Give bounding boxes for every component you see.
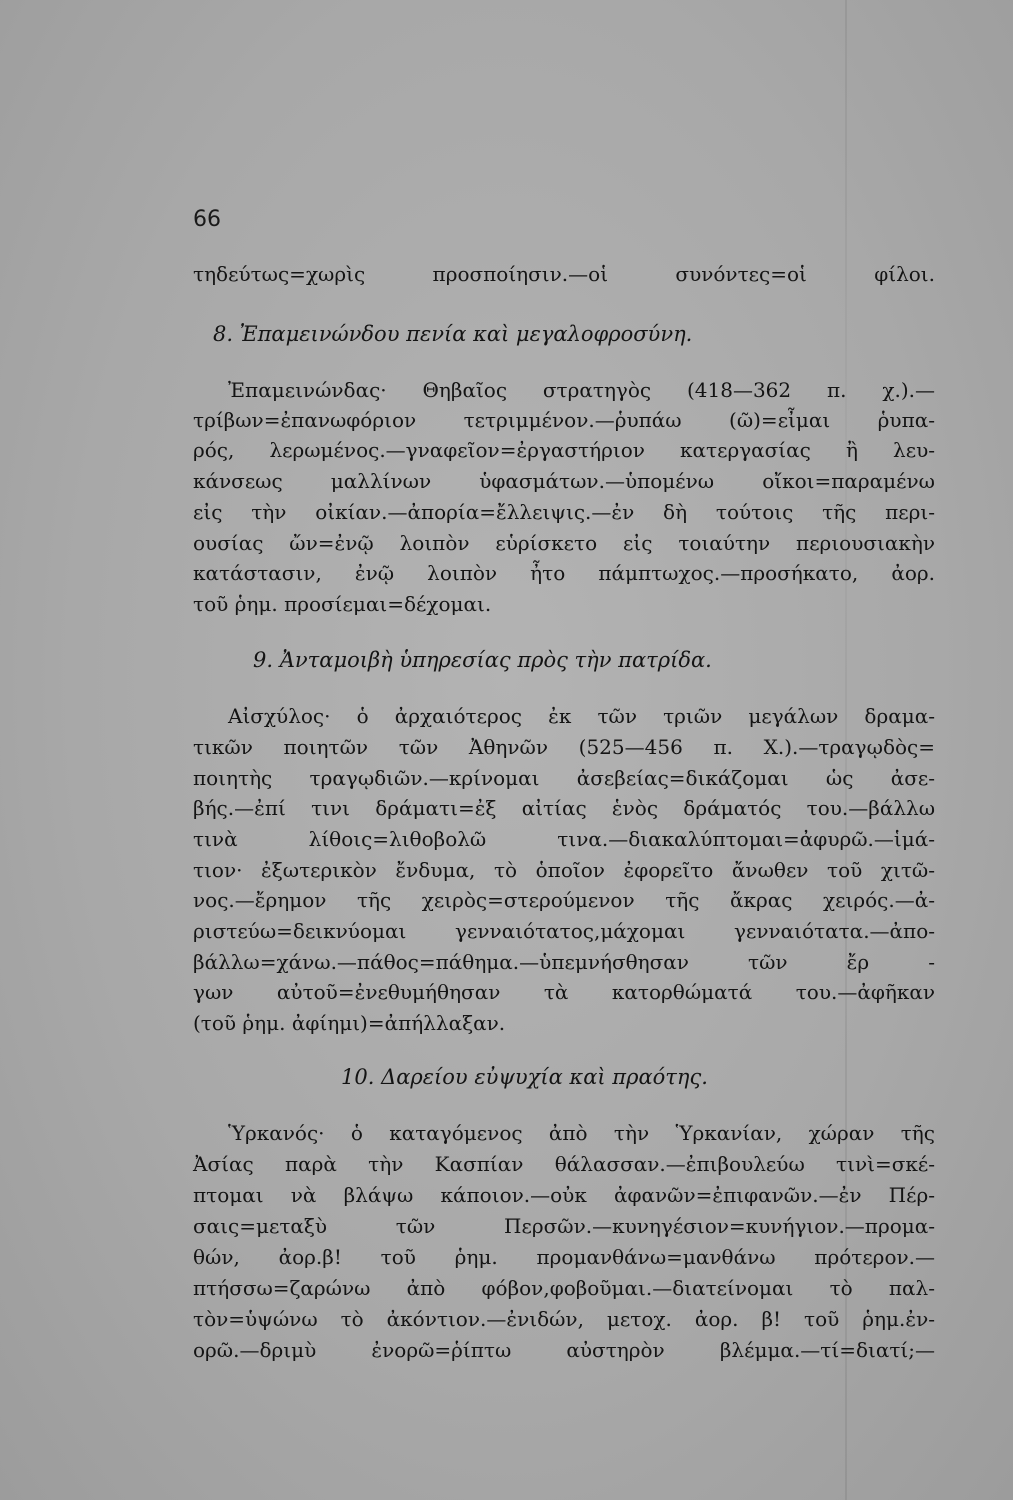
- text-line: νος.—ἔρημον τῆς χειρὸς=στερούμενον τῆς ἄκρας χειρός.—ἀ-: [193, 888, 935, 912]
- text-line: σαις=μεταξὺ τῶν Περσῶν.—κυνηγέσιον=κυνήγιον.—προμα-: [193, 1214, 935, 1238]
- text-line: Αἰσχύλος· ὁ ἀρχαιότερος ἐκ τῶν τριῶν μεγάλων δραμα-: [228, 704, 935, 728]
- section-heading-8: 8. Ἐπαμεινώνδου πενία καὶ μεγαλοφροσύνη.: [213, 322, 693, 346]
- text-line: τὸν=ὑψώνω τὸ ἀκόντιον.—ἐνιδών, μετοχ. ἀορ. β! τοῦ ῥημ.ἐν-: [193, 1307, 935, 1331]
- text-line: κάνσεως μαλλίνων ὑφασμάτων.—ὑπομένω οἴκοι=παραμένω: [193, 469, 935, 493]
- text-line: εἰς τὴν οἰκίαν.—ἀπορία=ἔλλειψις.—ἐν δὴ τούτοις τῆς περι-: [193, 500, 935, 524]
- text-line: θών, ἀορ.β! τοῦ ῥημ. προμανθάνω=μανθάνω πρότερον.—: [193, 1245, 935, 1269]
- text-line: βάλλω=χάνω.—πάθος=πάθημα.—ὑπεμνήσθησαν τῶν ἔρ -: [193, 950, 935, 974]
- text-line: Ἐπαμεινώνδας· Θηβαῖος στρατηγὸς (418—362 π. χ.).—: [228, 378, 935, 402]
- text-line: ορῶ.—δριμὺ ἐνορῶ=ῥίπτω αὐστηρὸν βλέμμα.—τί=διατί;—: [193, 1338, 935, 1362]
- text-line: ριστεύω=δεικνύομαι γενναιότατος,μάχομαι γενναιότατα.—ἀπο-: [193, 919, 935, 943]
- page-number: 66: [193, 207, 221, 232]
- text-line: κατάστασιν, ἐνῷ λοιπὸν ἦτο πάμπτωχος.—προσήκατο, ἀορ.: [193, 561, 935, 585]
- text-line: βής.—ἐπί τινι δράματι=ἐξ αἰτίας ἑνὸς δράματός του.—βάλλω: [193, 796, 935, 820]
- text-line: ποιητὴς τραγῳδιῶν.—κρίνομαι ἀσεβείας=δικάζομαι ὡς ἀσε-: [193, 766, 935, 790]
- text-line: Ἀσίας παρὰ τὴν Κασπίαν θάλασσαν.—ἐπιβουλεύω τινὶ=σκέ-: [193, 1152, 935, 1176]
- section-heading-10: 10. Δαρείου εὐψυχία καὶ πραότης.: [341, 1065, 708, 1089]
- text-line: τικῶν ποιητῶν τῶν Ἀθηνῶν (525—456 π. Χ.).—τραγῳδὸς=: [193, 735, 935, 759]
- text-line: ουσίας ὤν=ἐνῷ λοιπὸν εὑρίσκετο εἰς τοιαύτην περιουσιακὴν: [193, 531, 935, 555]
- text-line: Ὑρκανός· ὁ καταγόμενος ἀπὸ τὴν Ὑρκανίαν, χώραν τῆς: [228, 1121, 935, 1145]
- text-line: τρίβων=ἐπανωφόριον τετριμμένον.—ῥυπάω (ῶ)=εἶμαι ῥυπα-: [193, 408, 935, 432]
- text-line: (τοῦ ῥημ. ἀφίημι)=ἀπήλλαξαν.: [193, 1011, 506, 1035]
- section-heading-9: 9. Ἀνταμοιβὴ ὑπηρεσίας πρὸς τὴν πατρίδα.: [253, 648, 712, 672]
- text-line: ρός, λερωμένος.—γναφεῖον=ἐργαστήριον κατεργασίας ἢ λευ-: [193, 438, 935, 462]
- text-line: τινὰ λίθοις=λιθοβολῶ τινα.—διακαλύπτομαι=ἀφυρῶ.—ἱμά-: [193, 827, 935, 851]
- text-line: τιον· ἐξωτερικὸν ἔνδυμα, τὸ ὁποῖον ἐφορεῖτο ἄνωθεν τοῦ χιτῶ-: [193, 858, 935, 882]
- text-line: πτήσσω=ζαρώνω ἀπὸ φόβον,φοβοῦμαι.—διατείνομαι τὸ παλ-: [193, 1276, 935, 1300]
- text-line: τηδεύτως=χωρὶς προσποίησιν.—οἱ συνόντες=οἱ φίλοι.: [193, 262, 935, 286]
- text-line: γων αὐτοῦ=ἐνεθυμήθησαν τὰ κατορθώματά του.—ἀφῆκαν: [193, 980, 935, 1004]
- text-line: πτομαι νὰ βλάψω κάποιον.—οὐκ ἀφανῶν=ἐπιφανῶν.—ἐν Πέρ-: [193, 1183, 935, 1207]
- text-line: τοῦ ῥημ. προσίεμαι=δέχομαι.: [193, 592, 492, 616]
